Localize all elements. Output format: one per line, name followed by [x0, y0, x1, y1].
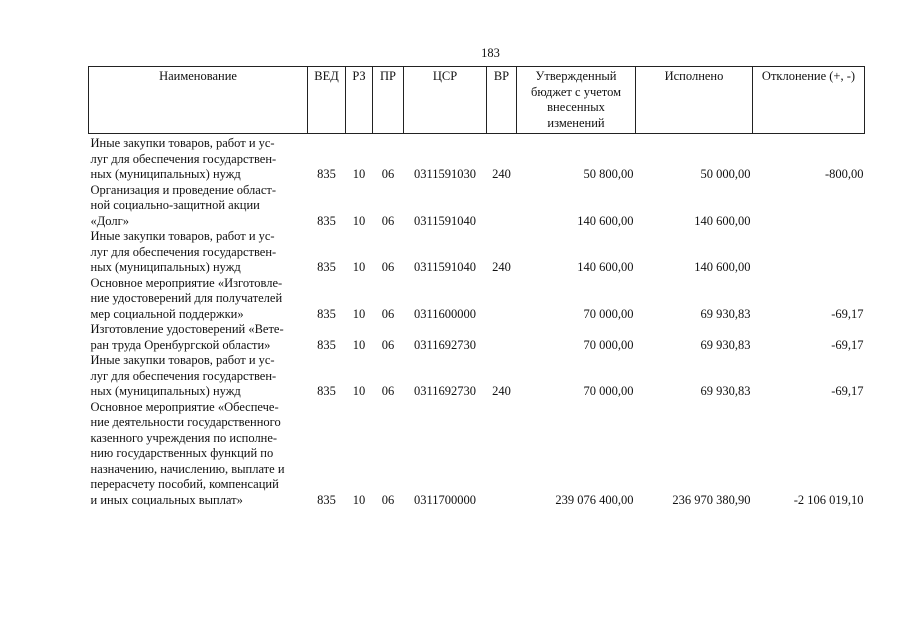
row-ved: 835	[317, 337, 336, 352]
row-approved: 140 600,00	[577, 213, 634, 228]
table-row	[89, 400, 865, 509]
header-row	[89, 67, 865, 134]
row-vr: 240	[492, 167, 511, 181]
row-rz: 10	[352, 492, 366, 507]
table-row	[89, 183, 865, 230]
row-vr	[487, 276, 517, 323]
row-approved: 239 076 400,00	[555, 492, 634, 507]
row-rz: 10	[352, 337, 366, 352]
header-name: Наименование	[89, 67, 308, 134]
row-ved: 835	[317, 213, 336, 228]
row-deviation	[753, 183, 865, 230]
table-row	[89, 353, 865, 400]
row-approved: 70 000,00	[583, 337, 634, 352]
row-name: Иные закупки товаров, работ и ус- луг для обеспечения государствен- ных (муниципальных) нужд	[90, 136, 277, 181]
row-csr: 0311591040	[413, 213, 477, 228]
header-pr: ПР	[373, 67, 404, 134]
row-executed: 140 600,00	[694, 260, 751, 274]
row-rz: 10	[352, 213, 366, 228]
row-vr: 240	[492, 384, 511, 398]
row-vr	[487, 400, 517, 509]
row-csr: 0311692730	[413, 384, 477, 398]
row-ved: 835	[317, 384, 336, 398]
table-row	[89, 322, 865, 353]
row-approved: 70 000,00	[583, 384, 634, 398]
row-name: Организация и проведение област- ной социально-защитной акции «Долг»	[90, 182, 277, 228]
table-row	[89, 229, 865, 276]
table-body	[89, 134, 865, 509]
row-deviation	[753, 229, 865, 276]
row-executed: 69 930,83	[700, 384, 751, 398]
row-approved: 50 800,00	[583, 167, 634, 181]
row-pr: 06	[381, 167, 395, 181]
row-vr: 240	[492, 260, 511, 274]
row-pr: 06	[381, 306, 395, 321]
row-pr: 06	[381, 492, 395, 507]
row-ved: 835	[317, 492, 336, 507]
row-name: Иные закупки товаров, работ и ус- луг для обеспечения государствен- ных (муниципальных) нужд	[90, 353, 277, 398]
row-csr: 0311700000	[413, 492, 477, 507]
row-rz: 10	[352, 167, 366, 181]
row-deviation: -2 106 019,10	[793, 492, 864, 507]
row-rz: 10	[352, 384, 366, 398]
row-name: Изготовление удостоверений «Вете- ран труда Оренбургской области»	[90, 322, 284, 352]
row-approved: 140 600,00	[577, 260, 634, 274]
header-vr: ВР	[487, 67, 517, 134]
row-deviation: -69,17	[831, 337, 864, 352]
row-ved: 835	[317, 306, 336, 321]
row-csr: 0311600000	[413, 306, 477, 321]
row-executed: 69 930,83	[700, 337, 751, 352]
row-vr	[487, 183, 517, 230]
budget-execution-table	[88, 66, 865, 508]
row-ved: 835	[317, 167, 336, 181]
row-csr: 0311692730	[413, 337, 477, 352]
row-name: Иные закупки товаров, работ и ус- луг для обеспечения государствен- ных (муниципальных) нужд	[90, 229, 277, 274]
row-ved: 835	[317, 260, 336, 274]
header-executed: Исполнено	[636, 67, 753, 134]
header-deviation: Отклонение (+, -)	[753, 67, 865, 134]
page-number	[0, 46, 905, 62]
header-csr: ЦСР	[404, 67, 487, 134]
row-vr	[487, 322, 517, 353]
row-pr: 06	[381, 337, 395, 352]
table-row	[89, 134, 865, 183]
row-executed: 50 000,00	[700, 167, 751, 181]
row-executed: 236 970 380,90	[672, 492, 751, 507]
table-header	[89, 67, 865, 134]
header-ved: ВЕД	[308, 67, 346, 134]
row-name: Основное мероприятие «Обеспече- ние деятельности государственного казенного учреждения по исполне- нию государственных функций по назначению, начислению, выплате и перерасчету пособий, компенсаций и иных социальных выплат»	[90, 399, 285, 507]
row-pr: 06	[381, 260, 395, 274]
row-executed: 140 600,00	[694, 213, 751, 228]
row-deviation: -69,17	[831, 384, 864, 398]
row-pr: 06	[381, 213, 395, 228]
row-deviation: -800,00	[824, 167, 864, 181]
row-rz: 10	[352, 260, 366, 274]
header-rz: РЗ	[346, 67, 373, 134]
row-name: Основное мероприятие «Изготовле- ние удостоверений для получателей мер социальной поддержки»	[90, 275, 283, 321]
row-csr: 0311591040	[413, 260, 477, 274]
row-approved: 70 000,00	[583, 306, 634, 321]
header-approved: Утвержденный бюджет с учетом внесенных изменений	[517, 67, 636, 134]
row-deviation: -69,17	[831, 306, 864, 321]
page-number-text: 183	[481, 46, 500, 60]
table-row	[89, 276, 865, 323]
row-rz: 10	[352, 306, 366, 321]
row-csr: 0311591030	[413, 167, 477, 181]
row-pr: 06	[381, 384, 395, 398]
row-executed: 69 930,83	[700, 306, 751, 321]
